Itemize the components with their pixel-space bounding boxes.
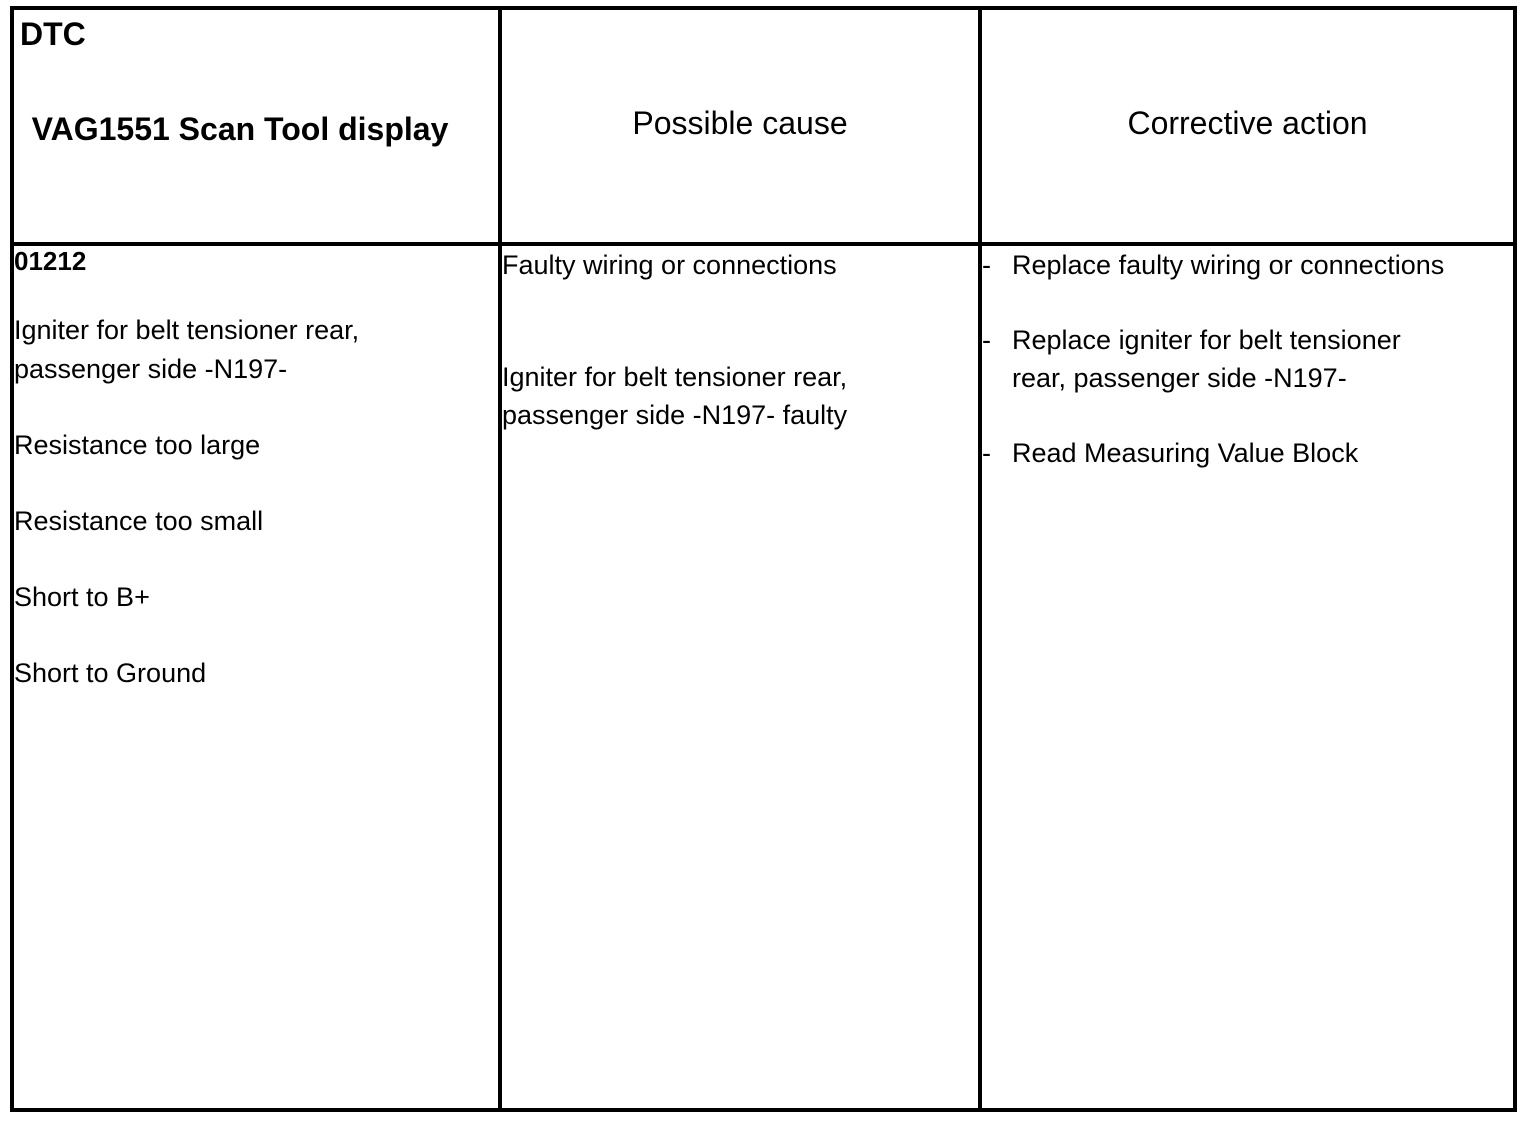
bullet-dash: - — [982, 325, 991, 355]
possible-cause-cell — [500, 244, 980, 1110]
dtc-condition: Resistance too large — [14, 430, 261, 460]
header-dtc-label: DTC — [20, 16, 86, 52]
header-scan-tool-label: VAG1551 Scan Tool display — [31, 111, 449, 147]
corrective-action-item — [982, 321, 1513, 397]
table-row — [12, 244, 1515, 1110]
header-corrective-action: Corrective action — [980, 8, 1515, 244]
bullet-dash: - — [982, 250, 991, 280]
corrective-action-cell — [980, 244, 1515, 1110]
dtc-table — [10, 6, 1517, 1112]
corrective-action-item — [982, 434, 1513, 472]
bullet-dash: - — [982, 438, 991, 468]
dtc-code: 01212 — [14, 246, 87, 276]
header-possible-cause: Possible cause — [500, 8, 980, 244]
dtc-cell — [12, 244, 500, 1110]
dtc-condition: Short to Ground — [14, 658, 207, 688]
corrective-action-text: Read Measuring Value Block — [1012, 438, 1359, 468]
dtc-condition: Short to B+ — [14, 582, 150, 612]
possible-cause-item: Igniter for belt tensioner rear, passenger side -N197- faulty — [502, 362, 848, 430]
header-dtc-cell — [12, 8, 500, 244]
dtc-description: Igniter for belt tensioner rear, passenger side -N197- — [14, 315, 360, 384]
corrective-action-text: Replace faulty wiring or connections — [1012, 250, 1445, 280]
corrective-action-item — [982, 246, 1513, 284]
dtc-condition: Resistance too small — [14, 506, 264, 536]
table-header-row — [12, 8, 1515, 244]
possible-cause-item: Faulty wiring or connections — [502, 250, 837, 280]
corrective-action-text: Replace igniter for belt tensioner rear, passenger side -N197- — [1012, 325, 1401, 393]
